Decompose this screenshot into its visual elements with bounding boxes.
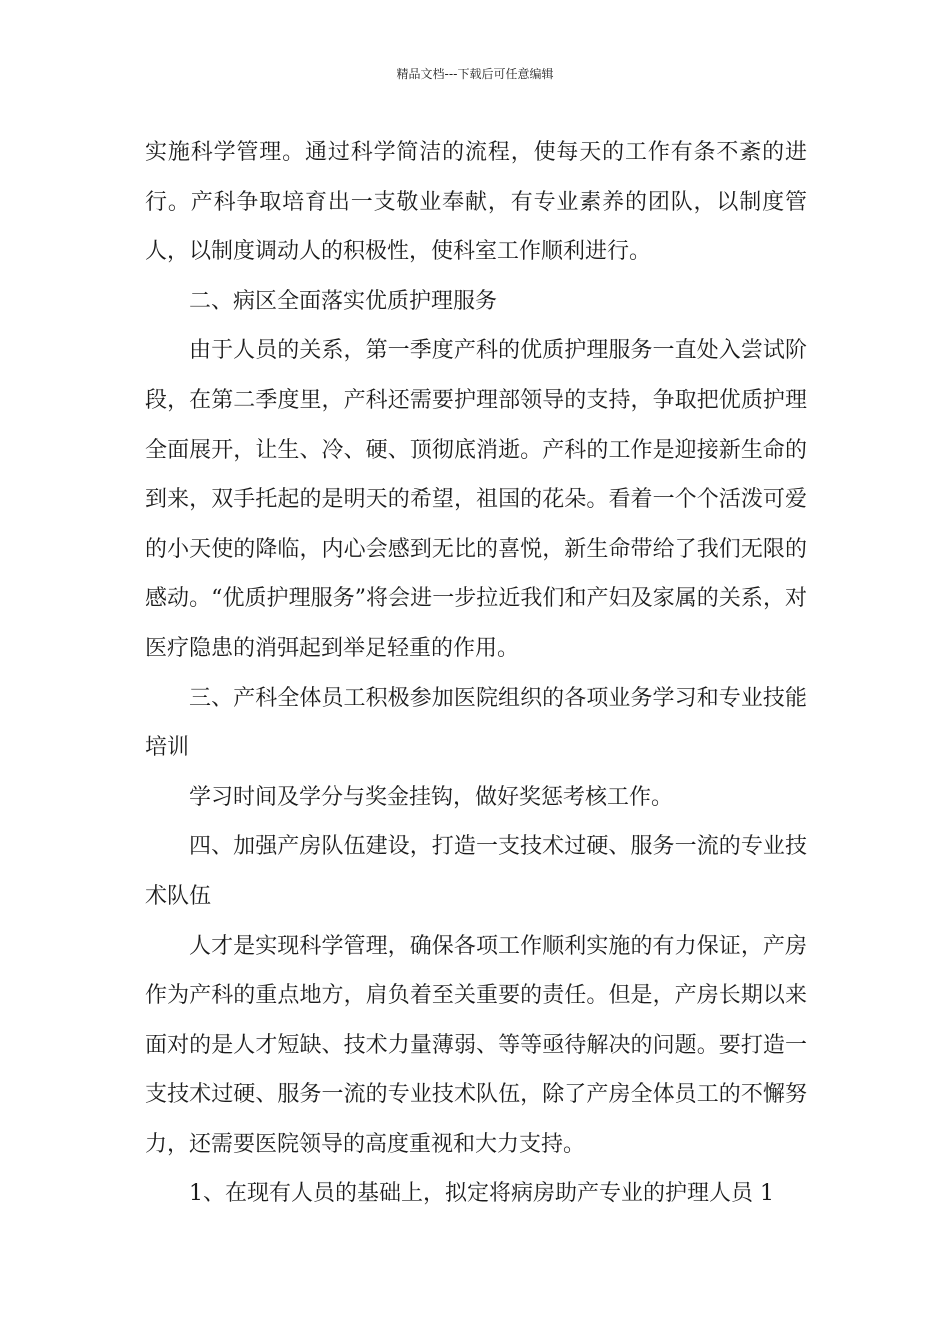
paragraph-team-building: 人才是实现科学管理，确保各项工作顺利实施的有力保证，产房作为产科的重点地方，肩负着至关重要的责任。但是，产房长期以来面对的是人才短缺、技术力量薄弱、等等亟待解决的问题。要打造一支技术过硬、服务一流的专业技术队伍，除了产房全体员工的不懈努力，还需要医院领导的高度重视和大力支持。 — [145, 933, 807, 1157]
section-heading-training: 三、产科全体员工积极参加医院组织的各项业务学习和专业技能培训 — [145, 685, 807, 761]
list-item-1: 1、在现有人员的基础上，拟定将病房助产专业的护理人员 1 — [189, 1181, 774, 1207]
document-body — [145, 128, 807, 1219]
page-header: 精品文档---下载后可任意编辑 — [396, 67, 554, 81]
paragraph-quality-nursing: 由于人员的关系，第一季度产科的优质护理服务一直处入尝试阶段，在第二季度里，产科还需要护理部领导的支持，争取把优质护理全面展开，让生、冷、硬、顶彻底消逝。产科的工作是迎接新生命的到来，双手托起的是明天的希望，祖国的花朵。看着一个个活泼可爱的小天使的降临，内心会感到无比的喜悦，新生命带给了我们无限的感动。“优质护理服务”将会进一步拉近我们和产妇及家属的关系，对医疗隐患的消弭起到举足轻重的作用。 — [145, 338, 807, 661]
section-heading-team-building: 四、加强产房队伍建设，打造一支技术过硬、服务一流的专业技术队伍 — [145, 834, 807, 909]
paragraph-management-continuation: 实施科学管理。通过科学简洁的流程，使每天的工作有条不紊的进行。产科争取培育出一支敬业奉献，有专业素养的团队，以制度管人，以制度调动人的积极性，使科室工作顺利进行。 — [145, 140, 807, 265]
section-heading-quality-nursing: 二、病区全面落实优质护理服务 — [189, 288, 498, 314]
paragraph-training: 学习时间及学分与奖金挂钩，做好奖惩考核工作。 — [189, 784, 674, 810]
